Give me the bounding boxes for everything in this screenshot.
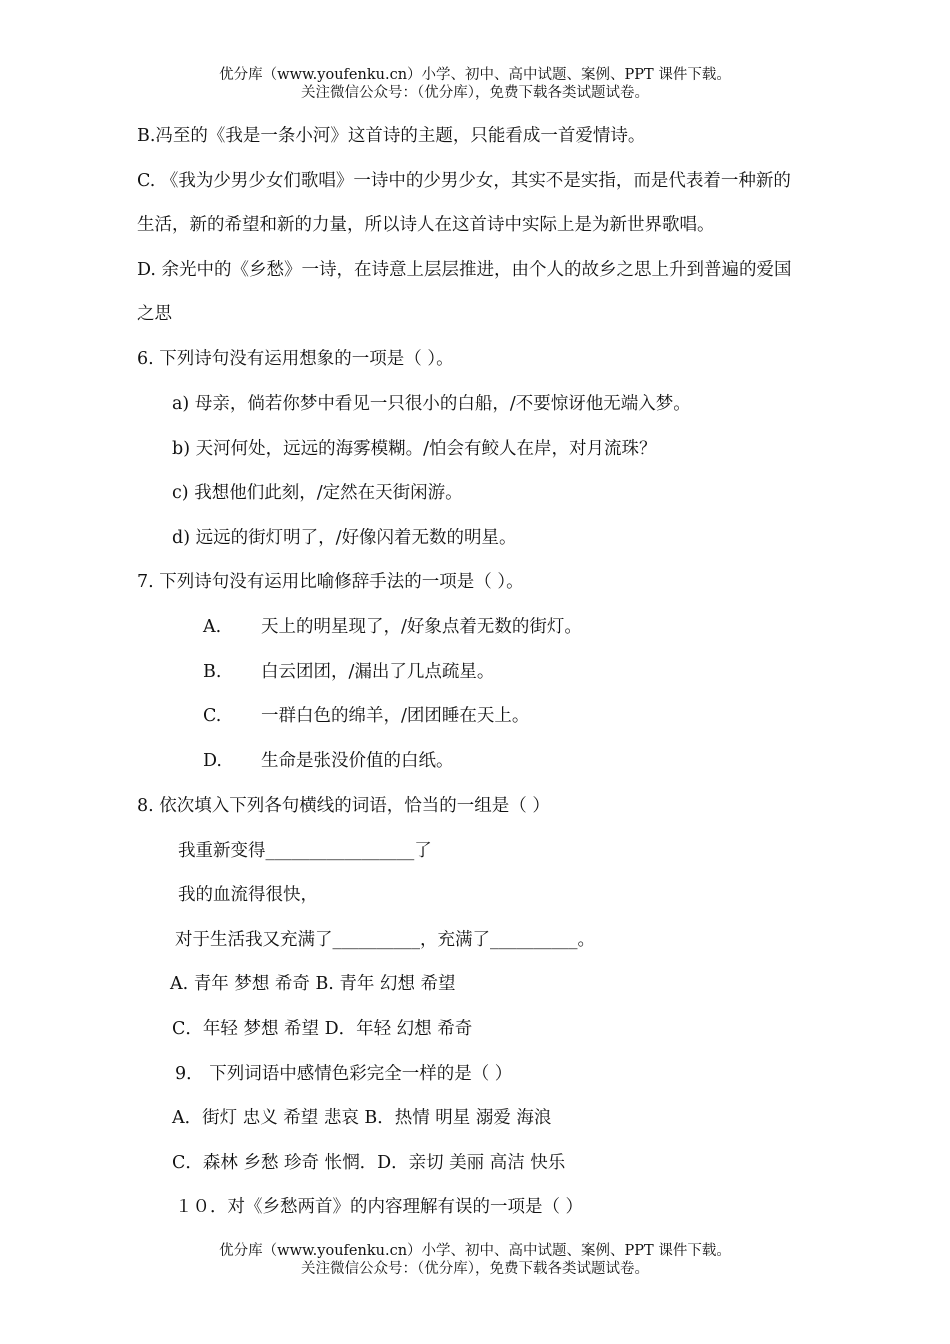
q7-option-b bbox=[203, 660, 494, 684]
q8-stem: 8. 依次填入下列各句横线的词语，恰当的一组是（ ） bbox=[137, 796, 550, 816]
q9-options-cd: C．森林 乡愁 珍奇 怅惘．D．亲切 美丽 高洁 快乐 bbox=[172, 1153, 566, 1173]
q7-option-d bbox=[203, 749, 454, 773]
q8-options-cd: C．年轻 梦想 希望 D．年轻 幻想 希奇 bbox=[172, 1019, 473, 1039]
header-line-2: 关注微信公众号：（优分库），免费下载各类试题试卷。 bbox=[301, 85, 649, 101]
q6-option-a: a) 母亲，倘若你梦中看见一只很小的白船，/不要惊讶他无端入梦。 bbox=[172, 394, 691, 414]
q8-line3: 对于生活我又充满了__________，充满了__________。 bbox=[175, 930, 595, 950]
q7-option-a-letter: A. bbox=[203, 617, 222, 637]
q6-option-c: c) 我想他们此刻，/定然在天街闲游。 bbox=[172, 483, 463, 503]
q7-option-c bbox=[203, 704, 529, 728]
q7-stem: 7. 下列诗句没有运用比喻修辞手法的一项是（ ）。 bbox=[137, 572, 524, 592]
q7-option-a bbox=[203, 615, 582, 639]
page-footer bbox=[0, 1242, 950, 1278]
q7-option-c-text: 一群白色的绵羊，/团团睡在天上。 bbox=[261, 706, 530, 726]
q7-option-a-text: 天上的明星现了，/好象点着无数的街灯。 bbox=[261, 617, 582, 637]
q7-option-b-text: 白云团团，/漏出了几点疏星。 bbox=[261, 662, 495, 682]
q7-option-c-letter: C. bbox=[203, 706, 222, 726]
q6-option-d: d) 远远的街灯明了，/好像闪着无数的明星。 bbox=[172, 528, 517, 548]
page-header bbox=[0, 66, 950, 102]
header-line-1: 优分库（www.youfenku.cn）小学、初中、高中试题、案例、PPT 课件下载。 bbox=[219, 67, 731, 83]
q9-stem: 9． 下列词语中感情色彩完全一样的是（ ） bbox=[175, 1064, 513, 1084]
q9-options-ab: A．街灯 忠义 希望 悲哀 B．热情 明星 溺爱 海浪 bbox=[172, 1108, 552, 1128]
q5-option-d-line2: 之思 bbox=[137, 304, 172, 324]
q8-line1: 我重新变得_________________了 bbox=[178, 841, 432, 861]
q10-stem: １０．对《乡愁两首》的内容理解有误的一项是（ ） bbox=[175, 1197, 584, 1217]
footer-line-1: 优分库（www.youfenku.cn）小学、初中、高中试题、案例、PPT 课件下载。 bbox=[219, 1243, 731, 1259]
q6-option-b: b) 天河何处，远远的海雾模糊。/怕会有鲛人在岸，对月流珠？ bbox=[172, 439, 657, 459]
q5-option-b: B.冯至的《我是一条小河》这首诗的主题，只能看成一首爱情诗。 bbox=[137, 126, 646, 146]
q5-option-c-line2: 生活，新的希望和新的力量，所以诗人在这首诗中实际上是为新世界歌唱。 bbox=[137, 215, 715, 235]
q5-option-d-line1: D. 余光中的《乡愁》一诗，在诗意上层层推进，由个人的故乡之思上升到普遍的爱国 bbox=[137, 260, 792, 280]
q7-option-b-letter: B. bbox=[203, 662, 222, 682]
q8-line2: 我的血流得很快， bbox=[178, 885, 318, 905]
q7-option-d-text: 生命是张没价值的白纸。 bbox=[261, 751, 454, 771]
footer-line-2: 关注微信公众号：（优分库），免费下载各类试题试卷。 bbox=[301, 1261, 649, 1277]
q7-option-d-letter: D. bbox=[203, 751, 222, 771]
q6-stem: 6. 下列诗句没有运用想象的一项是（ ）。 bbox=[137, 349, 454, 369]
q8-options-ab: A. 青年 梦想 希奇 B. 青年 幻想 希望 bbox=[170, 974, 456, 994]
q5-option-c-line1: C. 《我为少男少女们歌唱》一诗中的少男少女，其实不是实指，而是代表着一种新的 bbox=[137, 171, 791, 191]
